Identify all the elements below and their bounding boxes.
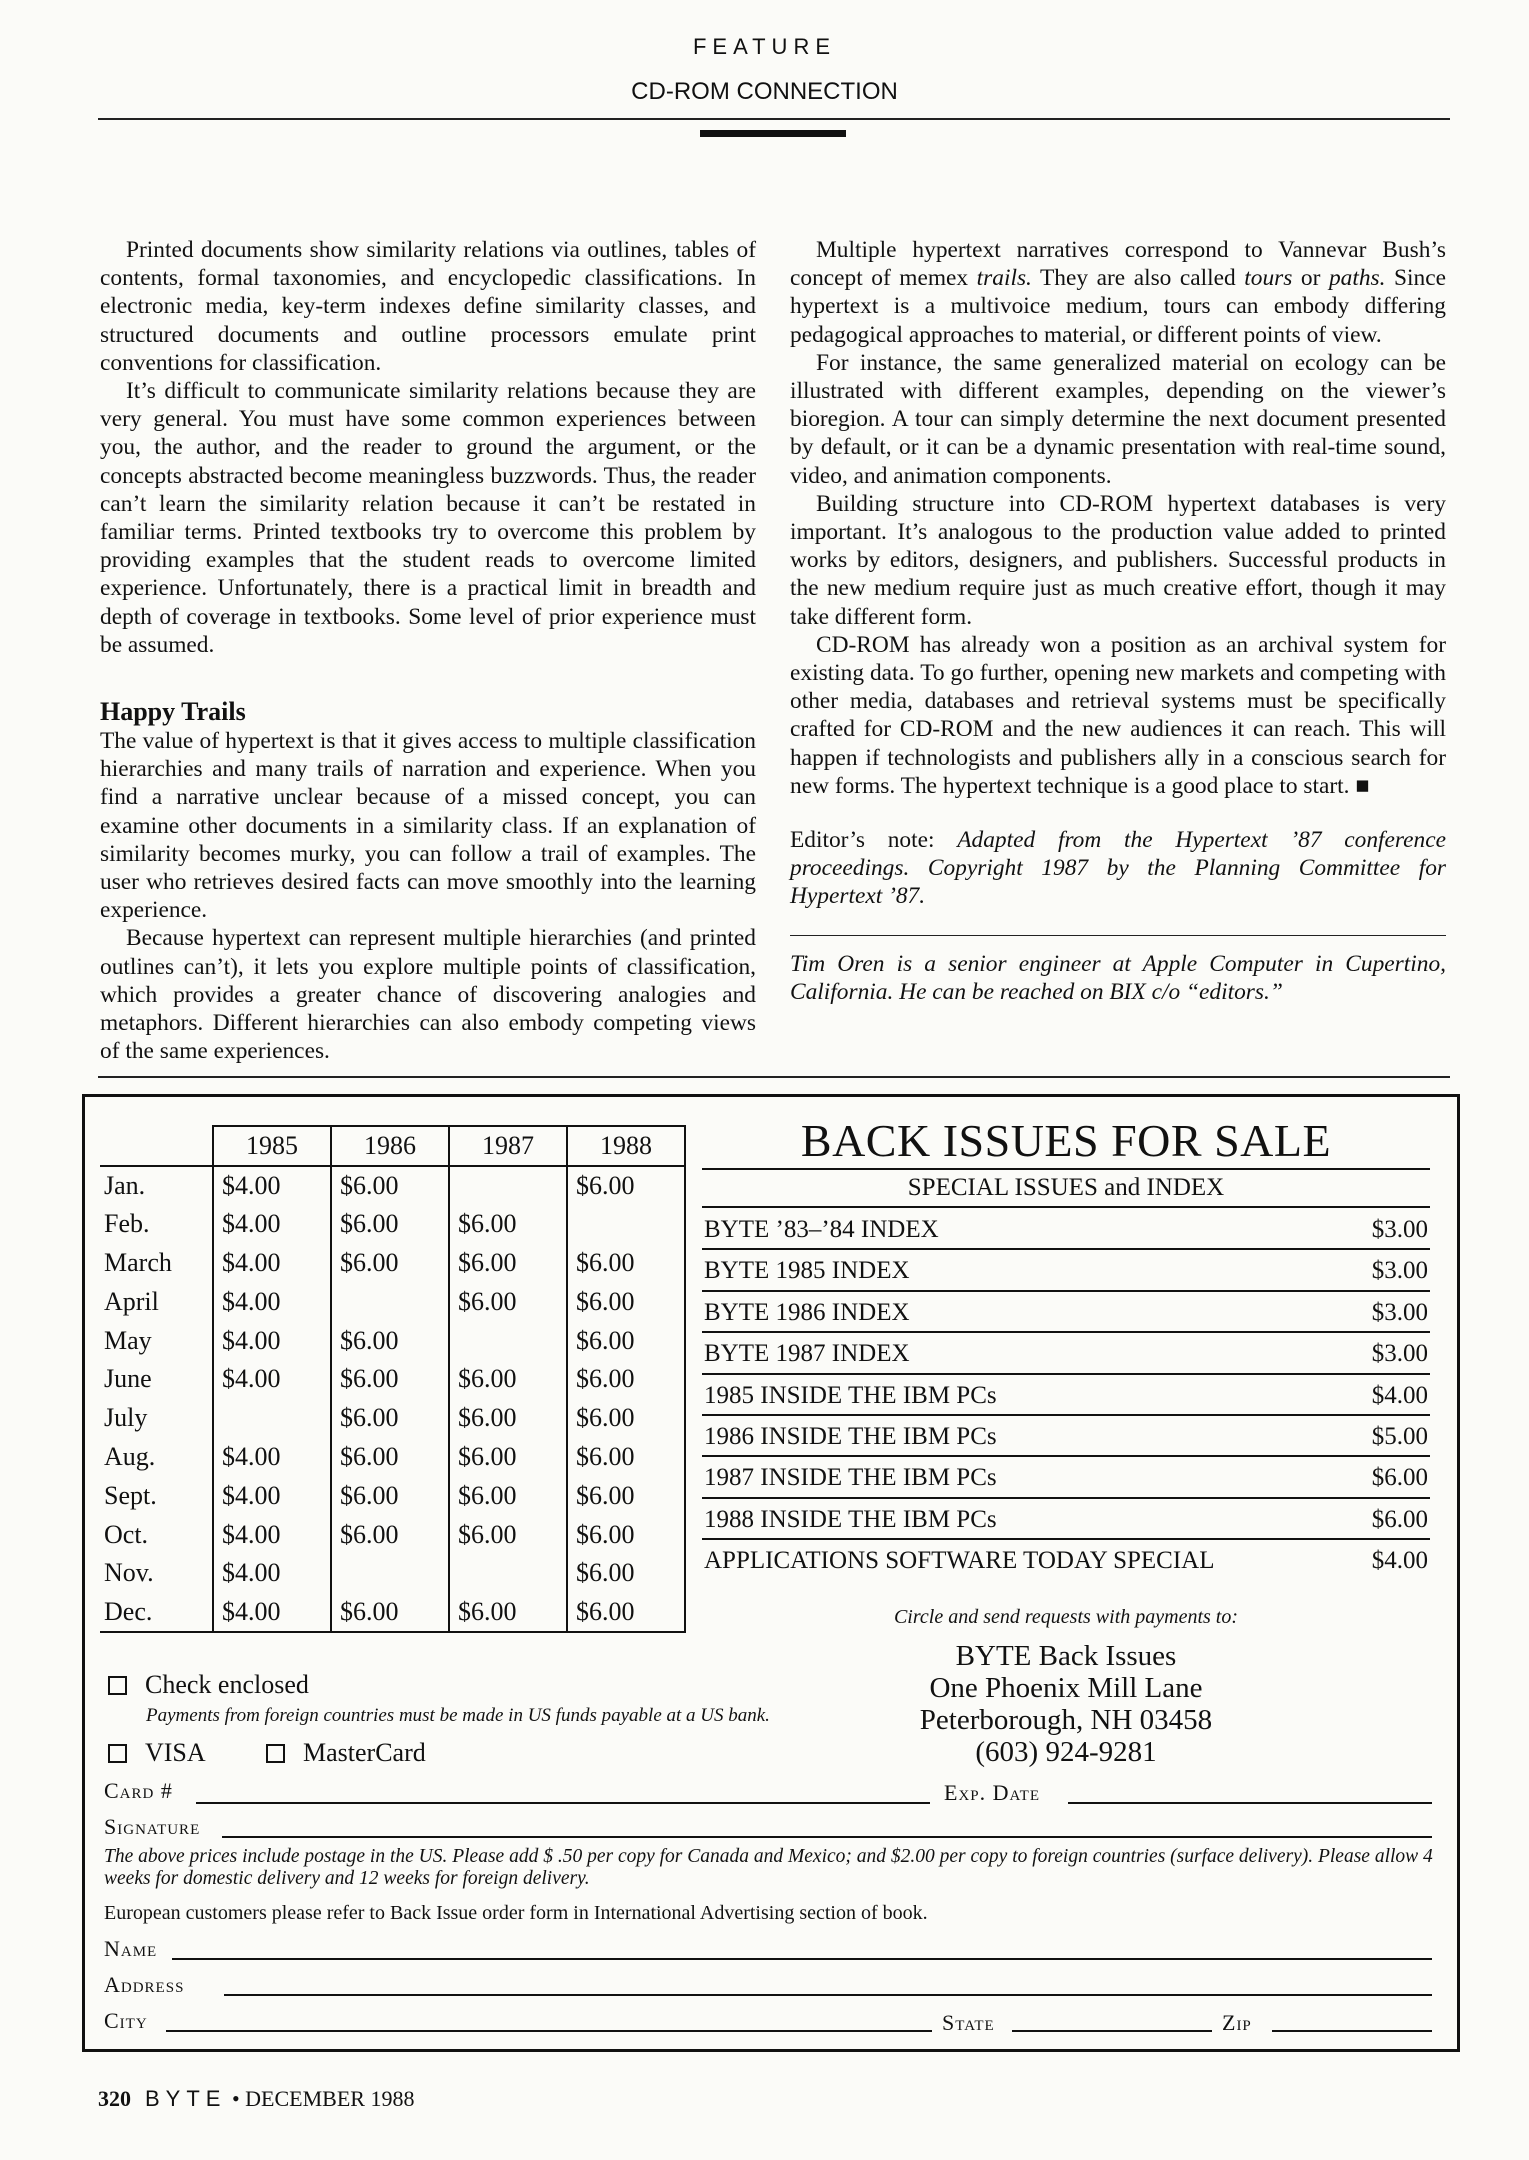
month-label: June	[104, 1364, 152, 1394]
table-row	[100, 1554, 685, 1593]
signature-field[interactable]	[222, 1836, 1432, 1838]
price-cell[interactable]: $6.00	[449, 1244, 567, 1283]
special-issues-list	[702, 1209, 1430, 1582]
table-row	[100, 1593, 685, 1632]
special-issue-item[interactable]	[702, 1333, 1430, 1374]
price-cell[interactable]	[213, 1399, 331, 1438]
table-row	[100, 1166, 685, 1205]
issue-price: $5.00	[1371, 1422, 1428, 1450]
paragraph: Printed documents show similarity relations via outlines, tables of contents, formal taxonomies, and encyclopedic classifications. In electronic media, key-term indexes define similarity classes, and structured documents and outline processors emulate print conventions for classification.	[100, 237, 756, 376]
month-label: Oct.	[104, 1519, 149, 1549]
table-row	[100, 1476, 685, 1515]
address-field[interactable]	[224, 1994, 1432, 1996]
year-header: 1986	[331, 1126, 449, 1166]
table-row	[100, 1360, 685, 1399]
state-label: State	[942, 2010, 995, 2035]
left-column	[100, 236, 756, 1065]
issue-price: $6.00	[1371, 1464, 1428, 1492]
price-cell[interactable]: $6.00	[331, 1476, 449, 1515]
price-cell[interactable]: $6.00	[567, 1360, 685, 1399]
issue-price: $3.00	[1371, 1216, 1428, 1243]
issue-price: $4.00	[1371, 1381, 1428, 1409]
price-cell[interactable]: $6.00	[567, 1515, 685, 1554]
name-field[interactable]	[172, 1958, 1432, 1960]
month-label: Sept.	[104, 1480, 157, 1510]
month-label: Dec.	[100, 1593, 213, 1632]
table-row	[100, 1399, 685, 1438]
exp-date-field[interactable]	[1068, 1802, 1432, 1804]
issue-name: BYTE ’83–’84 INDEX	[704, 1216, 939, 1243]
price-cell[interactable]	[567, 1205, 685, 1244]
price-cell[interactable]: $4.00	[213, 1205, 331, 1244]
price-cell[interactable]: $6.00	[449, 1282, 567, 1321]
price-cell[interactable]: $4.00	[213, 1593, 331, 1632]
table-row	[100, 1515, 685, 1554]
price-cell[interactable]: $6.00	[567, 1399, 685, 1438]
price-cell[interactable]: $6.00	[567, 1476, 685, 1515]
price-cell[interactable]: $6.00	[331, 1438, 449, 1477]
price-cell[interactable]: $6.00	[449, 1360, 567, 1399]
issue-name: BYTE 1987 INDEX	[704, 1340, 910, 1368]
special-issue-item[interactable]	[702, 1209, 1430, 1250]
check-enclosed-option[interactable]: Check enclosed	[108, 1670, 309, 1700]
back-issues-title: BACK ISSUES FOR SALE	[800, 1115, 1332, 1166]
month-label: March	[104, 1247, 172, 1277]
table-row	[100, 1282, 685, 1321]
article-series-title: CD-ROM CONNECTION	[631, 78, 898, 105]
issue-price: $4.00	[1371, 1547, 1428, 1575]
month-label: Aug.	[104, 1441, 156, 1471]
month-label: July	[104, 1403, 148, 1433]
card-number-label: Card #	[104, 1778, 173, 1803]
price-cell[interactable]: $6.00	[567, 1554, 685, 1593]
state-field[interactable]	[1012, 2030, 1212, 2032]
issue-name: BYTE 1985 INDEX	[704, 1257, 910, 1285]
special-issue-item[interactable]	[702, 1540, 1430, 1581]
price-cell[interactable]	[449, 1321, 567, 1360]
issue-name: BYTE 1986 INDEX	[704, 1298, 910, 1326]
price-cell[interactable]: $6.00	[331, 1399, 449, 1438]
issue-name: 1986 INSIDE THE IBM PCs	[704, 1422, 997, 1450]
price-cell[interactable]: $6.00	[567, 1593, 685, 1632]
check-enclosed-checkbox[interactable]	[108, 1676, 127, 1695]
price-cell[interactable]: $4.00	[213, 1166, 331, 1205]
price-cell[interactable]: $6.00	[331, 1593, 449, 1632]
price-cell[interactable]: $6.00	[331, 1360, 449, 1399]
section-label: FEATURE	[692, 34, 837, 59]
price-cell[interactable]: $6.00	[449, 1476, 567, 1515]
price-cell[interactable]: $4.00	[213, 1554, 331, 1593]
price-cell[interactable]: $6.00	[449, 1515, 567, 1554]
price-cell[interactable]: $6.00	[331, 1244, 449, 1283]
european-customers-note: European customers please refer to Back Issue order form in International Advertising section of book.	[104, 1902, 928, 1924]
header-rule	[98, 118, 1450, 120]
special-issue-item[interactable]	[702, 1375, 1430, 1416]
price-cell[interactable]: $4.00	[213, 1321, 331, 1360]
name-label: Name	[104, 1936, 158, 1961]
postage-note: The above prices include postage in the US. Please add $ .50 per copy for Canada and Mexico; and $2.00 per copy to foreign countries (surface delivery). Please allow 4 weeks for domestic delivery and 12 weeks for foreign delivery.	[104, 1846, 1433, 1889]
circle-instruction: Circle and send requests with payments to:	[893, 1606, 1239, 1628]
special-issue-item[interactable]	[702, 1250, 1430, 1291]
price-cell[interactable]: $6.00	[567, 1166, 685, 1205]
table-row	[100, 1321, 685, 1360]
issue-name: APPLICATIONS SOFTWARE TODAY SPECIAL	[704, 1547, 1215, 1575]
price-cell[interactable]: $6.00	[449, 1593, 567, 1632]
table-row	[100, 1438, 685, 1477]
mailing-address: BYTE Back Issues One Phoenix Mill Lane Peterborough, NH 03458 (603) 924-9281	[919, 1640, 1213, 1768]
price-cell[interactable]	[449, 1166, 567, 1205]
address-label: Address	[104, 1972, 185, 1997]
paragraph: Because hypertext can represent multiple hierarchies (and printed outlines can’t), it lets you explore multiple points of classification, which provides a greater chance of discovering analogies and metaphors. Different hierarchies can also embody competing views of the same experiences.	[100, 925, 756, 1065]
price-cell[interactable]: $6.00	[567, 1244, 685, 1283]
price-cell[interactable]: $6.00	[567, 1321, 685, 1360]
subheading-happy-trails: Happy Trails	[100, 697, 246, 727]
price-cell[interactable]: $4.00	[213, 1282, 331, 1321]
special-issue-item[interactable]	[702, 1499, 1430, 1540]
price-cell[interactable]: $6.00	[331, 1205, 449, 1244]
price-cell[interactable]: $4.00	[213, 1360, 331, 1399]
price-cell[interactable]: $6.00	[567, 1438, 685, 1477]
month-label: Jan.	[104, 1170, 146, 1200]
price-cell[interactable]: $4.00	[213, 1515, 331, 1554]
price-cell[interactable]: $4.00	[213, 1438, 331, 1477]
issue-name: 1987 INSIDE THE IBM PCs	[704, 1464, 997, 1492]
year-header: 1985	[213, 1126, 331, 1166]
issue-date: • DECEMBER 1988	[231, 2086, 415, 2111]
section-rule	[98, 1076, 1450, 1078]
paragraph: The value of hypertext is that it gives access to multiple classification hierarchies and many trails of narration and experience. When you find a narrative unclear because of a missed concept, you can examine other documents in a similarity class. If an explanation of similarity becomes murky, you can follow a trail of examples. The user who retrieves desired facts can move smoothly into the learning experience.	[100, 728, 756, 924]
price-cell[interactable]: $6.00	[331, 1321, 449, 1360]
city-field[interactable]	[166, 2030, 932, 2032]
special-issue-item[interactable]	[702, 1457, 1430, 1498]
right-column	[790, 236, 1446, 1006]
issue-price: $3.00	[1371, 1340, 1428, 1368]
header-accent-bar	[700, 130, 846, 137]
mastercard-checkbox[interactable]	[266, 1744, 285, 1763]
visa-checkbox[interactable]	[108, 1744, 127, 1763]
foreign-payment-note: Payments from foreign countries must be made in US funds payable at a US bank.	[146, 1705, 770, 1726]
page-number: 320	[98, 2086, 131, 2111]
editors-note: Editor’s note: Adapted from the Hypertext ’87 conference proceedings. Copyright 1987 by the Planning Committee for Hypertext ’87.	[790, 827, 1446, 910]
city-label: City	[104, 2008, 148, 2033]
year-header: 1987	[449, 1126, 567, 1166]
paragraph: Multiple hypertext narratives correspond to Vannevar Bush’s concept of memex trails. They are also called tours or paths. Since hypertext is a multivoice medium, tours can embody differing pedagogical approaches to material, or different points of view.	[790, 237, 1446, 348]
exp-date-label: Exp. Date	[944, 1780, 1040, 1805]
price-cell[interactable]: $4.00	[213, 1244, 331, 1283]
price-cell[interactable]	[331, 1282, 449, 1321]
year-header: 1988	[567, 1126, 685, 1166]
paragraph: It’s difficult to communicate similarity relations because they are very general. You must have some common experiences between you, the author, and the reader to ground the argument, or the concepts abstracted become meaningless buzzwords. Thus, the reader can’t learn the similarity relation because it can’t be restated in familiar terms. Printed textbooks try to overcome this problem by providing examples that the student reads to overcome limited experience. Unfortunately, there is a practical limit in breadth and depth of coverage in textbooks. Some level of prior experience must be assumed.	[100, 378, 756, 658]
issue-name: 1985 INSIDE THE IBM PCs	[704, 1381, 997, 1409]
price-cell[interactable]: $4.00	[213, 1476, 331, 1515]
month-label: May	[104, 1325, 152, 1355]
magazine-name: BYTE	[145, 2086, 227, 2111]
page-footer	[98, 2086, 414, 2112]
zip-field[interactable]	[1272, 2030, 1432, 2032]
issue-price: $6.00	[1371, 1505, 1428, 1533]
special-issues-subhead: SPECIAL ISSUES and INDEX	[702, 1168, 1430, 1208]
price-cell[interactable]: $6.00	[331, 1166, 449, 1205]
zip-label: Zip	[1222, 2010, 1252, 2035]
author-bio: Tim Oren is a senior engineer at Apple Computer in Cupertino, California. He can be reached on BIX c/o “editors.”	[790, 950, 1446, 1005]
signature-label: Signature	[104, 1814, 201, 1839]
table-row	[100, 1244, 685, 1283]
month-label: April	[104, 1286, 159, 1316]
issue-price: $3.00	[1371, 1298, 1428, 1326]
price-cell[interactable]: $6.00	[449, 1438, 567, 1477]
issue-name: 1988 INSIDE THE IBM PCs	[704, 1505, 997, 1533]
bio-rule	[790, 935, 1446, 936]
paragraph: For instance, the same generalized material on ecology can be illustrated with different examples, depending on the viewer’s bioregion. A tour can simply determine the next document presented by default, or it can be a dynamic presentation with real-time sound, video, and animation components.	[790, 349, 1446, 489]
price-cell[interactable]: $6.00	[449, 1399, 567, 1438]
issue-price: $3.00	[1371, 1257, 1428, 1285]
month-label: Feb.	[104, 1209, 150, 1239]
price-cell[interactable]: $6.00	[567, 1282, 685, 1321]
paragraph: CD-ROM has already won a position as an archival system for existing data. To go further, opening new markets and competing with other media, databases and retrieval systems must be specifically crafted for CD-ROM and the new audiences it can reach. This will happen if technologists and publishers ally in a conscious search for new forms. The hypertext technique is a good place to start. ■	[790, 631, 1446, 799]
price-cell[interactable]: $6.00	[331, 1515, 449, 1554]
table-row	[100, 1205, 685, 1244]
month-label: Nov.	[104, 1558, 154, 1588]
back-issue-price-table	[100, 1125, 686, 1633]
price-cell[interactable]	[331, 1554, 449, 1593]
price-cell[interactable]: $6.00	[449, 1205, 567, 1244]
paragraph: Building structure into CD-ROM hypertext databases is very important. It’s analogous to the production value added to printed works by editors, designers, and publishers. Successful products in the new medium require just as much creative effort, though it may take different form.	[790, 490, 1446, 630]
price-cell[interactable]	[449, 1554, 567, 1593]
mastercard-option[interactable]: MasterCard	[266, 1738, 426, 1768]
visa-option[interactable]: VISA	[108, 1738, 206, 1768]
card-number-field[interactable]	[196, 1802, 930, 1804]
special-issue-item[interactable]	[702, 1416, 1430, 1457]
special-issue-item[interactable]	[702, 1292, 1430, 1333]
